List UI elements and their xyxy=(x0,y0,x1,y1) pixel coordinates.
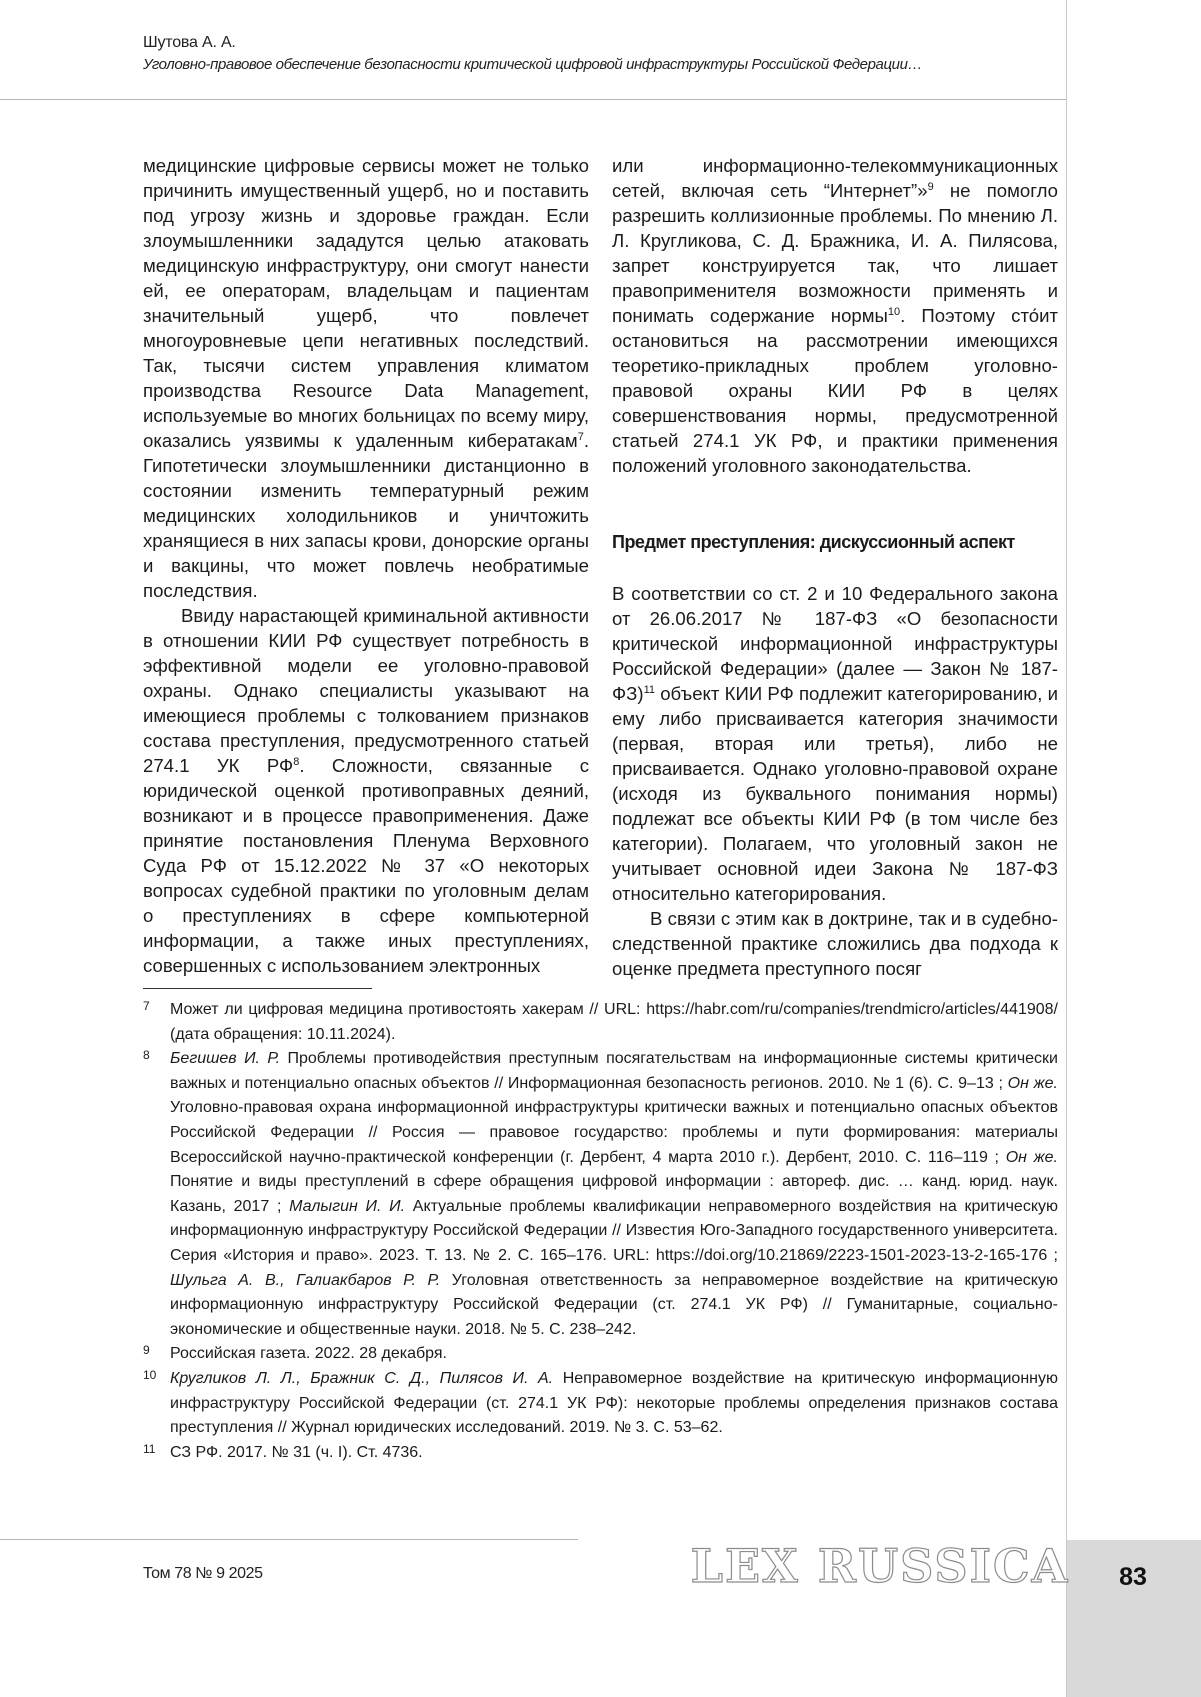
footnotes xyxy=(143,998,1058,1465)
footnote-author: Он же. xyxy=(1007,1074,1058,1092)
footnote-text: Может ли цифровая медицина противостоять хакерам // URL: https://habr.com/ru/companies/trendmicro/articles/441908/ (дата обращения: 10.11.2024). xyxy=(170,1001,1058,1043)
footnote-ref-11[interactable]: 11 xyxy=(643,683,655,696)
footnote-number: 9 xyxy=(143,1343,150,1358)
header-author: Шутова А. А. xyxy=(143,34,236,51)
footnote-text: Уголовно-правовая охрана информационной инфраструктуры критически важных и потенциально опасных объектов Российской Федерации // Россия — правовое государство: проблемы и пути формирования: материалы Всероссийской научно-практической конференции (г. Дербент, 4 марта 2010 г.). Дербент, 2010. С. 116–119 ; xyxy=(170,1099,1058,1166)
footnote-author: Малыгин И. И. xyxy=(289,1197,406,1215)
footnote-9 xyxy=(143,1342,1058,1367)
footnote-text: Неправомерное воздействие на критическую информационную инфраструктуру Российской Федерации (ст. 274.1 УК РФ): некоторые проблемы определения признаков состава преступления // Журнал юридических исследований. 2019. № 3. С. 53–62. xyxy=(170,1369,1059,1437)
footnote-11 xyxy=(143,1441,1058,1466)
footnote-ref-10[interactable]: 10 xyxy=(887,305,901,318)
left-column xyxy=(143,153,589,978)
footnote-number: 11 xyxy=(143,1441,156,1456)
footnote-author: Кругликов Л. Л., Бражник С. Д., Пилясов И. А. xyxy=(170,1369,554,1387)
journal-volume: Том 78 № 9 2025 xyxy=(143,1565,263,1582)
footnote-ref-8[interactable]: 8 xyxy=(293,755,300,768)
paragraph: В соответствии со ст. 2 и 10 Федерального закона от 26.06.2017 № 187-ФЗ «О безопасности критической информационной инфраструктуры Российской Федерации» (далее — Закон № 187-ФЗ)$^{11}$ объект КИИ РФ подлежит категорированию, и ему либо присваивается категория значимости (первая, вторая или третья), либо не присваивается. Однако уголовно-правовой охране (исходя из буквального понимания нормы) подлежат все объекты КИИ РФ (в том числе без категории). Полагаем, что уголовный закон не учитывает основной идеи Закона № 187-ФЗ относительно категорирования. xyxy=(612,583,1058,904)
footnote-text: СЗ РФ. 2017. № 31 (ч. I). Ст. 4736. xyxy=(170,1443,423,1461)
paragraph: или информационно-телекоммуникационных сетей, включая сеть “Интернет”»$^9$ не помогло разрешить коллизионные проблемы. По мнению Л. Л. Кругликова, С. Д. Бражника, И. А. Пилясова, запрет конструируется так, что лишает правоприменителя возможности применять и понимать содержание нормы$^{10}$. Поэтому сто́ит остановиться на рассмотрении имеющихся теоретико-прикладных проблем уголовно-правовой охраны КИИ РФ в целях совершенствования нормы, предусмотренной статьей 274.1 УК РФ, и практики применения положений уголовного законодательства. xyxy=(612,155,1058,476)
footnote-text: Понятие и виды преступлений в сфере обращения цифровой информации : автореф. дис. … канд. юрид. наук. Казань, 2017 ; xyxy=(170,1173,1058,1215)
svg-text:LEX RUSSICA: LEX RUSSICA xyxy=(690,1539,1070,1593)
footnote-number: 8 xyxy=(143,1048,150,1063)
footnote-text: Российская газета. 2022. 28 декабря. xyxy=(170,1345,447,1363)
footnote-10 xyxy=(143,1367,1058,1441)
footnote-separator xyxy=(143,988,372,989)
footnote-author: Шульга А. В., Галиакбаров Р. Р. xyxy=(170,1271,441,1289)
header-title: Уголовно-правовое обеспечение безопасности критической цифровой инфраструктуры Российской Федерации… xyxy=(143,56,923,73)
section-heading: Предмет преступления: дискуссионный аспект xyxy=(612,532,1015,552)
footnote-text: Проблемы противодействия преступным посягательствам на информационные системы критически важных и потенциально опасных объектов // Информационная безопасность регионов. 2010. № 1 (6). С. 9–13 ; xyxy=(170,1050,1058,1092)
right-column xyxy=(612,153,1058,981)
footnote-author: Бегишев И. Р. xyxy=(170,1050,281,1068)
footnote-author: Он же. xyxy=(1005,1148,1059,1166)
footnote-number: 7 xyxy=(143,999,150,1013)
footer-divider xyxy=(0,1539,578,1540)
paragraph: Ввиду нарастающей криминальной активности в отношении КИИ РФ существует потребность в эффективной модели ее уголовно-правовой охраны. Однако специалисты указывают на имеющиеся проблемы с толкованием признаков состава преступления, предусмотренного статьей 274.1 УК $РФ^8$. Сложности, связанные с юридической оценкой противоправных деяний, возникают и в процессе правоприменения. Даже принятие постановления Пленума Верховного Суда РФ от 15.12.2022 № 37 «О некоторых вопросах судебной практики по уголовным делам о преступлениях в сфере компьютерной информации, а также иных преступлениях, совершенных с использованием электронных xyxy=(143,605,589,976)
header-divider xyxy=(0,99,1066,100)
paragraph: медицинские цифровые сервисы может не только причинить имущественный ущерб, но и поставить под угрозу жизнь и здоровье граждан. Если злоумышленники зададутся целью атаковать медицинскую инфраструктуру, они смогут нанести ей, ее операторам, владельцам и пациентам значительный ущерб, что повлечет многоуровневые цепи негативных последствий. Так, тысячи систем управления климатом производства Resource Data Management, используемые во многих больницах по всему миру, оказались уязвимы к удаленным кибератакам$^7$. Гипотетически злоумышленники дистанционно в состоянии изменить температурный режим медицинских холодильников и уничтожить хранящиеся в них запасы крови, донорские органы и вакцины, что может повлечь необратимые последствия. xyxy=(143,155,589,601)
footnote-text: Актуальные проблемы квалификации неправомерного воздействия на критическую информационную инфраструктуру Российской Федерации // Известия Юго-Западного государственного университета. Серия «История и право». 2023. Т. 13. № 2. С. 165–176. URL: https://doi.org/10.21869/2223-1501-2023-13-2-165-176 ; xyxy=(170,1197,1058,1264)
page-number: 83 xyxy=(1119,1562,1147,1591)
lex-russica-logo xyxy=(690,1530,1070,1600)
paragraph: В связи с этим как в доктрине, так и в судебно-следственной практике сложились два подхода к оценке предмета преступного посяг xyxy=(612,908,1058,979)
side-margin-band xyxy=(1066,0,1200,1697)
footnote-number: 10 xyxy=(143,1367,157,1382)
footnote-8 xyxy=(143,1047,1058,1342)
footnote-ref-9[interactable]: 9 xyxy=(927,180,934,193)
running-header xyxy=(143,32,1043,76)
footnote-text: Уголовная ответственность за неправомерное воздействие на критическую информационную инфраструктуру Российской Федерации (ст. 274.1 УК РФ) // Гуманитарные, социально-экономические и общественные науки. 2018. № 5. С. 238–242. xyxy=(170,1271,1058,1338)
footnote-ref-7[interactable]: 7 xyxy=(577,430,584,443)
footnote-7 xyxy=(143,998,1058,1047)
